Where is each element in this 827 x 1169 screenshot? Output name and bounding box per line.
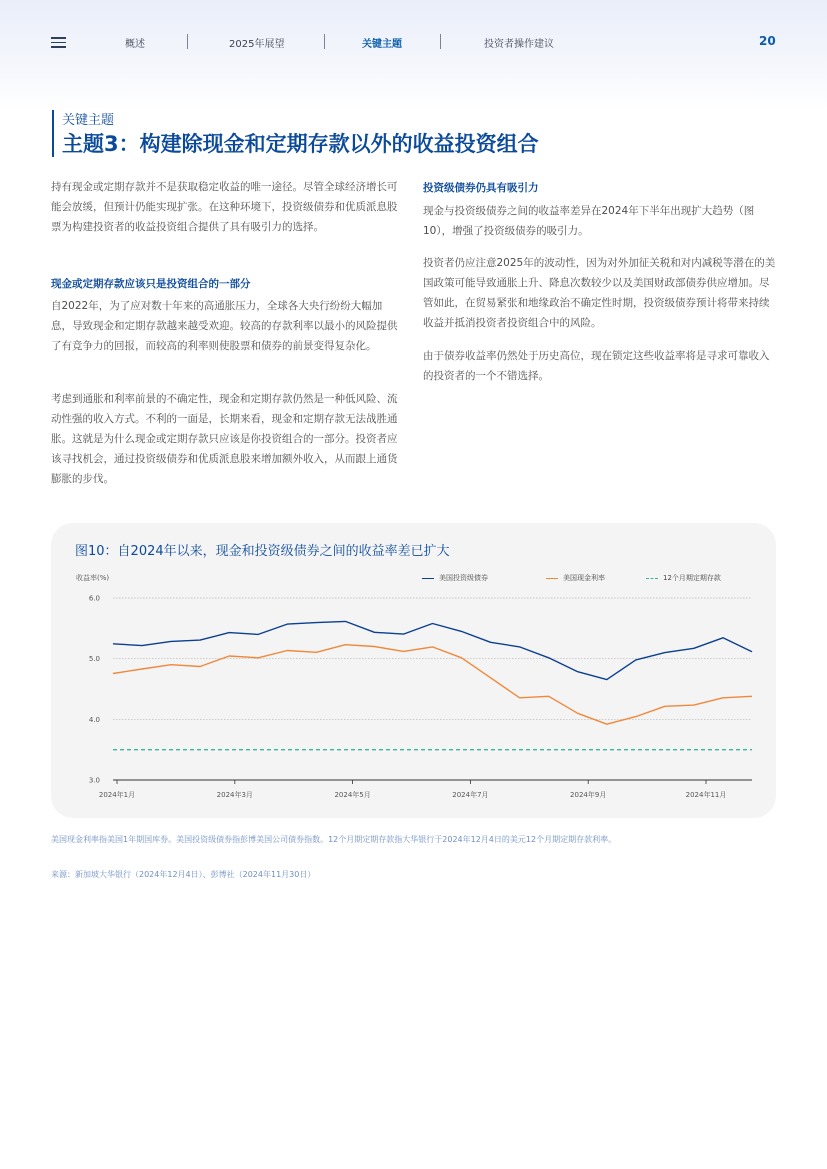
legend-label: 12个月期定期存款 <box>663 574 721 582</box>
section-kicker: 关键主题 <box>62 113 115 128</box>
series-line-2 <box>113 645 752 725</box>
y-tick-label: 5.0 <box>88 655 100 664</box>
right-paragraph-1: 现金与投资级债券之间的收益率差异在2024年下半年出现扩大趋势（图10），增强了投资级债券的吸引力。 <box>423 205 755 237</box>
x-tick-label: 2024年3月 <box>216 791 253 799</box>
x-tick-label: 2024年11月 <box>685 791 727 799</box>
page-title: 主题3：构建除现金和定期存款以外的收益投资组合 <box>62 132 539 156</box>
y-tick-label: 3.0 <box>88 776 100 785</box>
y-tick-label: 6.0 <box>88 594 100 603</box>
x-tick-label: 2024年7月 <box>452 791 489 799</box>
legend-label: 美国投资级债券 <box>439 574 488 582</box>
left-paragraph-2: 考虑到通胀和利率前景的不确定性，现金和定期存款仍然是一种低风险、流动性强的收入方式。不利的一面是，长期来看，现金和定期存款无法战胜通胀。这就是为什么现金或定期存款只应该是你投资组合的一部分。投资者应该寻找机会，通过投资级债券和优质派息股来增加额外收入，从而跟上通货膨胀的步伐。 <box>51 393 398 485</box>
chart-title: 图10：自2024年以来，现金和投资级债券之间的收益率差已扩大 <box>75 544 450 559</box>
y-axis-label: 收益率(%) <box>76 574 110 582</box>
intro-paragraph: 持有现金或定期存款并不是获取稳定收益的唯一途径。尽管全球经济增长可能会放缓，但预计仍能实现扩张。在这种环境下，投资级债券和优质派息股票为构建投资者的收益投资组合提供了具有吸引力的选择。 <box>51 181 398 233</box>
left-subheading: 现金或定期存款应该只是投资组合的一部分 <box>51 278 251 290</box>
left-paragraph-1: 自2022年，为了应对数十年来的高通胀压力，全球各大央行纷纷大幅加息，导致现金和定期存款越来越受欢迎。较高的存款利率以最小的风险提供了有竞争力的回报，而较高的利率则使股票和债券的前景变得复杂化。 <box>51 300 398 352</box>
y-tick-label: 4.0 <box>88 715 100 724</box>
x-tick-label: 2024年5月 <box>334 791 371 799</box>
right-subheading: 投资级债券仍具有吸引力 <box>423 182 539 194</box>
nav-investor-actions[interactable]: 投资者操作建议 <box>484 39 554 50</box>
right-paragraph-3: 由于债券收益率仍然处于历史高位，现在锁定这些收益率将是寻求可靠收入的投资者的一个不错选择。 <box>423 350 770 382</box>
right-paragraph-2: 投资者仍应注意2025年的波动性，因为对外加征关税和对内减税等潜在的美国政策可能导致通胀上升、降息次数较少以及美国财政部债券供应增加。尽管如此，在贸易紧张和地缘政治不确定性时期，投资级债券预计将带来持续收益并抵消投资者投资组合中的风险。 <box>423 257 776 329</box>
x-tick-label: 2024年1月 <box>98 791 136 799</box>
page-number: 20 <box>759 34 776 48</box>
nav-key-themes[interactable]: 关键主题 <box>362 39 402 50</box>
x-tick-label: 2024年9月 <box>570 791 607 799</box>
series-line-1 <box>113 621 752 679</box>
legend-label: 美国现金利率 <box>563 574 605 582</box>
nav-overview[interactable]: 概述 <box>125 39 145 50</box>
chart-footnote: 美国现金利率指美国1年期国库券。美国投资级债券指彭博美国公司债券指数。12个月期定期存款指大华银行于2024年12月4日的美元12个月期定期存款利率。 <box>51 835 617 844</box>
chart-source: 来源：新加坡大华银行（2024年12月4日）、彭博社（2024年11月30日） <box>51 870 316 879</box>
nav-outlook-2025[interactable]: 2025年展望 <box>229 39 285 50</box>
